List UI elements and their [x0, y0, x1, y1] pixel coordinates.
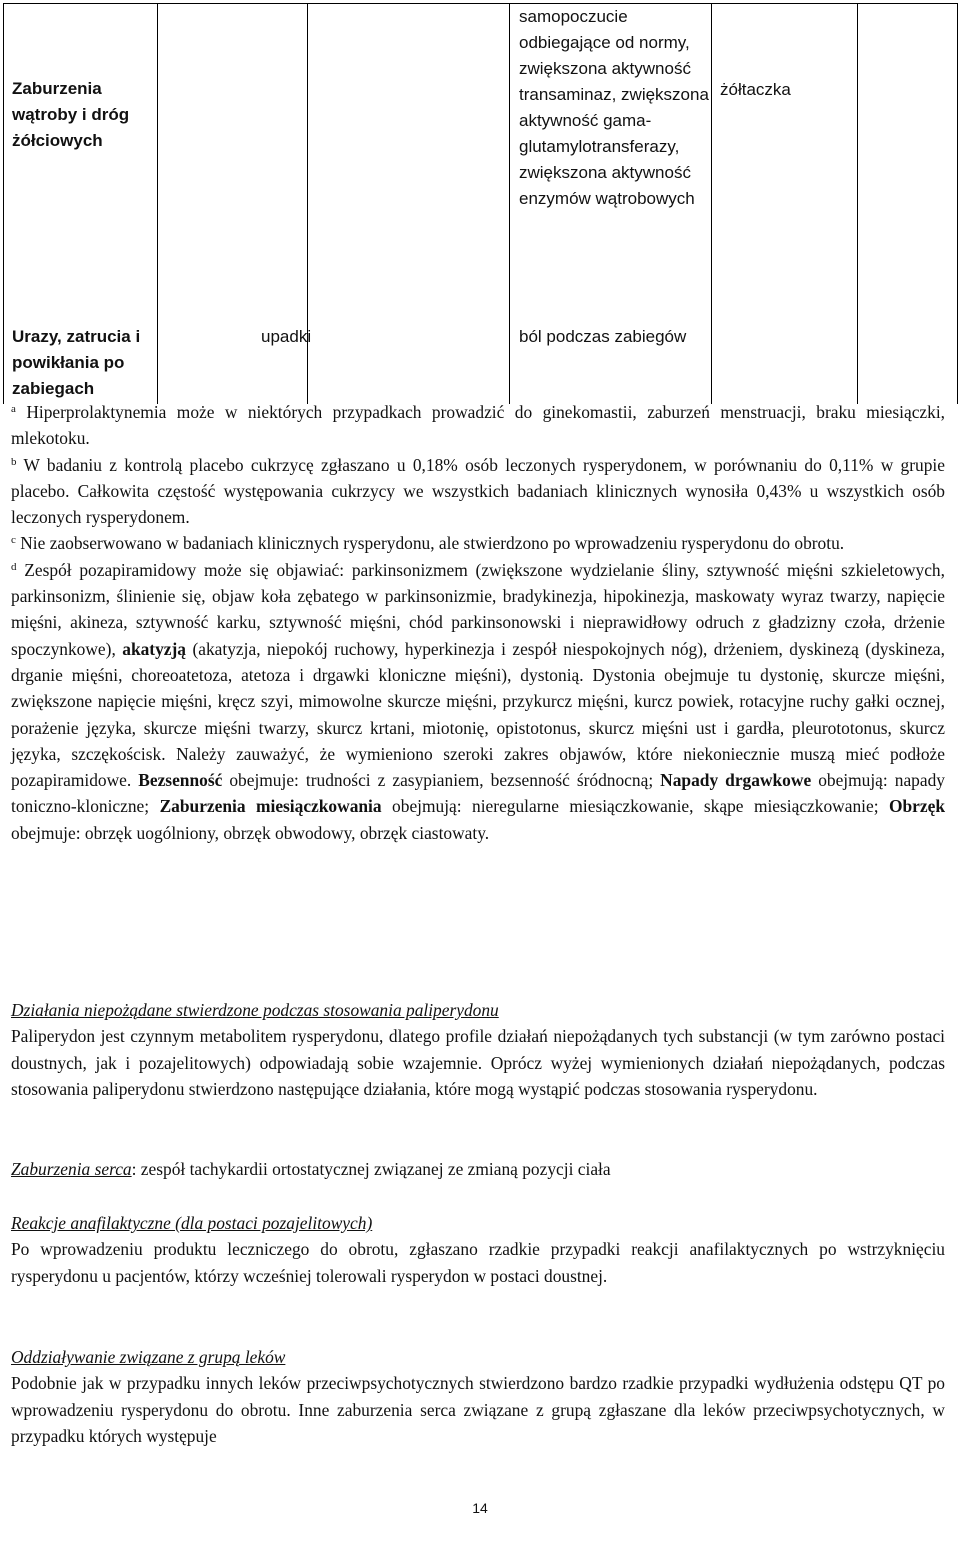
- section-body: Podobnie jak w przypadku innych leków przeciwpsychotycznych stwierdzono bardzo rzadkie przypadki wydłużenia odstępu QT po wprowadzeniu rysperydonu do obrotu. Inne zaburzenia serca związane z grupą zgłaszane dla leków przeciwpsychotycznych, w przypadku których występuje: [11, 1373, 945, 1446]
- section-body: Paliperydon jest czynnym metabolitem rysperydonu, dlatego profile działań niepożądanych tych substancji (w tym zarówno postaci doustnych, jak i pozajelitowych) odpowiadają sobie wzajemnie. Oprócz wyżej wymienionych działań niepożądanych, podczas stosowania paliperydonu stwierdzono następujące działania, które mogą wystąpić podczas stosowania rysperydonu.: [11, 1026, 945, 1099]
- organ-class-cell: Zaburzenia wątroby i dróg żółciowych: [12, 79, 130, 150]
- footnote-marker: b: [11, 455, 17, 468]
- frequency-cell: ból podczas zabiegów: [519, 327, 687, 346]
- footnote-marker: c: [11, 534, 16, 547]
- footnote-term: akatyzją: [122, 638, 187, 659]
- section-heading: Działania niepożądane stwierdzone podczas stosowania paliperydonu: [11, 1000, 499, 1020]
- footnote-marker: d: [11, 560, 17, 573]
- organ-class-cell: Urazy, zatrucia i powikłania po zabiegach: [12, 327, 141, 398]
- footnote-text: Hiperprolaktynemia może w niektórych przypadkach prowadzić do ginekomastii, zaburzeń menstruacji, braku miesiączki, mlekotoku.: [11, 402, 946, 449]
- section-class-effects: [11, 1344, 945, 1449]
- column-divider: [711, 320, 712, 404]
- footnote-term: Bezsenność: [138, 770, 223, 791]
- section-heading: Zaburzenia serca: [11, 1159, 132, 1179]
- section-paliperidone: [11, 997, 945, 1102]
- footnote-text: obejmują: nieregularne miesiączkowanie, skąpe miesiączkowanie;: [392, 796, 879, 817]
- footnote-term: Zaburzenia miesiączkowania: [159, 796, 382, 817]
- section-heart: [11, 1156, 945, 1182]
- table-row: [3, 3, 958, 320]
- frequency-cell: samopoczucie odbiegające od normy, zwiększona aktywność transaminaz, zwiększona aktywność gama-glutamylotransferazy, zwiększona aktywność enzymów wątrobowych: [519, 7, 709, 208]
- adverse-reactions-table: [3, 3, 958, 404]
- column-divider: [857, 4, 858, 320]
- footnote-c: [11, 530, 945, 556]
- column-divider: [307, 4, 308, 320]
- section-heading: Reakcje anafilaktyczne (dla postaci pozajelitowych): [11, 1213, 373, 1233]
- section-body: Po wprowadzeniu produktu leczniczego do obrotu, zgłaszano rzadkie przypadki reakcji anafilaktycznych po wstrzyknięciu rysperydonu u pacjentów, którzy wcześniej tolerowali rysperydon w postaci doustnej.: [11, 1239, 945, 1286]
- footnote-d: [11, 557, 945, 846]
- table-row: [3, 320, 958, 404]
- footnote-text: Zespół pozapiramidowy może się objawiać: parkinsonizmem (zwiększone wydzielanie śliny, sztywność mięśni szkieletowych, parkinsonizm, ślinienie się, objaw koła zębatego w parkinsonizmie, bradykinezja, hipokinezja, maskowaty wyraz twarzy, napięcie mięśni, akineza, sztywność karku, sztywność mięśni, chód parkinsonowski i nieprawidłowy odruch z gładzizny czoła, drżenie spoczynkowe),: [11, 559, 945, 659]
- footnote-text: obejmują: napady toniczno-kloniczne;: [11, 770, 945, 817]
- footnote-text: W badaniu z kontrolą placebo cukrzycę zgłaszano u 0,18% osób leczonych rysperydonem, w porównaniu do 0,11% w grupie placebo. Całkowita częstość występowania cukrzycy we wszystkich badaniach klinicznych wynosiła 0,43% u wszystkich osób leczonych rysperydonem.: [11, 454, 945, 528]
- column-divider: [857, 320, 858, 404]
- column-divider: [509, 320, 510, 404]
- frequency-cell: upadki: [261, 327, 312, 346]
- section-anaphylaxis: [11, 1210, 945, 1289]
- section-heading: Oddziaływanie związane z grupą leków: [11, 1347, 286, 1367]
- column-divider: [711, 4, 712, 320]
- footnotes: [11, 399, 945, 846]
- column-divider: [509, 4, 510, 320]
- footnote-b: [11, 452, 945, 531]
- section-body: : zespół tachykardii ortostatycznej związanej ze zmianą pozycji ciała: [131, 1159, 611, 1179]
- footnote-term: Napady drgawkowe: [660, 770, 812, 791]
- footnote-text: obejmuje: obrzęk uogólniony, obrzęk obwodowy, obrzęk ciastowaty.: [11, 822, 490, 843]
- footnote-text: obejmuje: trudności z zasypianiem, bezsenność śródnocną;: [229, 770, 654, 791]
- footnote-text: (akatyzja, niepokój ruchowy, hyperkinezja i zespół niespokojnych nóg), drżeniem, dyskinezą (dyskineza, drganie mięśni, choreoatetoza, atetoza i drgawki kloniczne mięśni), dystonią. Dystonia obejmuje tu dystonię, skurcze mięśni, zwiększone napięcie mięśni, kręcz szyi, mimowolne skurcze mięśni, przykurcz mięśni, kurcz powiek, rotacyjne ruchy gałki ocznej, porażenie języka, skurcze mięśni twarzy, skurcz krtani, miotonię, opistotonus, skurcz mięśni ust i gardła, pleurototonus, skurcz języka, szczękościsk. Należy zauważyć, że wymieniono szeroki zakres objawów, które niekoniecznie muszą mieć podłoże pozapiramidowe.: [11, 638, 945, 791]
- footnote-a: [11, 399, 945, 452]
- frequency-cell: żółtaczka: [720, 80, 791, 99]
- footnote-marker: a: [11, 403, 16, 415]
- column-divider: [157, 4, 158, 320]
- footnote-text: Nie zaobserwowano w badaniach klinicznych rysperydonu, ale stwierdzono po wprowadzeniu rysperydonu do obrotu.: [20, 533, 845, 554]
- page-number: 14: [472, 1500, 488, 1516]
- footnote-term: Obrzęk: [888, 796, 946, 817]
